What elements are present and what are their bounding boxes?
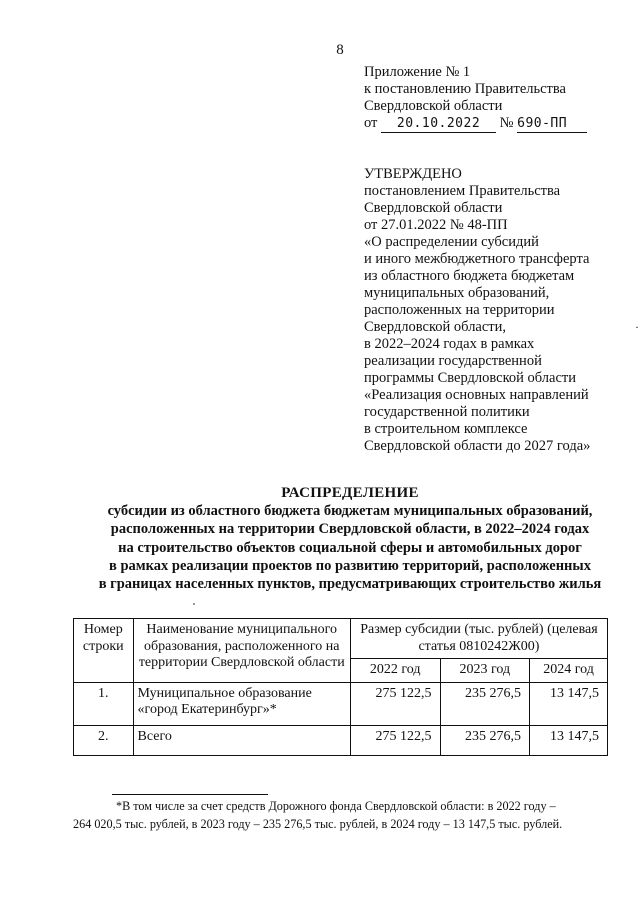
header-row-number: Номер строки — [74, 619, 134, 683]
approved-line: Свердловской области до 2027 года» — [364, 438, 591, 454]
row-value-2022: 275 122,5 — [350, 682, 440, 725]
appendix-line: к постановлению Правительства — [364, 81, 566, 97]
approved-line: Свердловской области, — [364, 319, 507, 335]
scan-dot — [193, 603, 195, 605]
approved-line: из областного бюджета бюджетам — [364, 268, 575, 284]
table-header-row — [74, 619, 608, 659]
distribution-table — [73, 618, 608, 756]
number-field — [517, 115, 587, 133]
approved-line: государственной политики — [364, 404, 530, 420]
header-year-2024: 2024 год — [530, 659, 608, 683]
title-line: в границах населенных пунктов, предусматривающих строительство жилья — [98, 576, 602, 593]
approved-line: программы Свердловской области — [364, 370, 577, 386]
footnote-line: 264 020,5 тыс. рублей, в 2023 году – 235 276,5 тыс. рублей, в 2024 году – 13 147,5 тыс. рублей. — [73, 817, 563, 831]
title-line: расположенных на территории Свердловской области, в 2022–2024 годах — [110, 521, 590, 538]
header-year-2022: 2022 год — [350, 659, 440, 683]
appendix-line: Приложение № 1 — [364, 64, 471, 80]
title-heading: РАСПРЕДЕЛЕНИЕ — [281, 485, 419, 501]
document-title — [60, 484, 640, 593]
footnote — [73, 797, 600, 833]
row-number: 2. — [74, 725, 134, 755]
row-value-2023: 235 276,5 — [440, 725, 530, 755]
table-row — [74, 682, 608, 725]
appendix-line: Свердловской области — [364, 98, 503, 114]
date-value: 20.10.2022 — [396, 116, 481, 131]
row-name: Всего — [133, 725, 350, 755]
approved-line: постановлением Правительства — [364, 183, 561, 199]
approved-line: реализации государственной — [364, 353, 542, 369]
approved-line: Свердловской области — [364, 200, 503, 216]
approved-line: и иного межбюджетного трансферта — [364, 251, 590, 267]
number-value: 690-ПП — [517, 116, 568, 131]
appendix-date-line — [364, 115, 624, 133]
header-name: Наименование муниципального образования, расположенного на территории Свердловской области — [133, 619, 350, 683]
header-subsidy: Размер субсидии (тыс. рублей) (целевая статья 0810242Ж00) — [350, 619, 607, 659]
row-value-2024: 13 147,5 — [530, 682, 608, 725]
table-row — [74, 725, 608, 755]
approved-block — [364, 166, 634, 455]
footnote-separator — [112, 794, 268, 795]
approved-line: в 2022–2024 годах в рамках — [364, 336, 535, 352]
row-name: Муниципальное образование «город Екатеринбург»* — [133, 682, 350, 725]
header-year-2023: 2023 год — [440, 659, 530, 683]
approved-line: муниципальных образований, — [364, 285, 550, 301]
row-value-2024: 13 147,5 — [530, 725, 608, 755]
margin-mark: · — [635, 320, 639, 334]
title-line: на строительство объектов социальной сферы и автомобильных дорог — [118, 539, 582, 556]
approved-line: расположенных на территории — [364, 302, 555, 318]
footnote-line: *В том числе за счет средств Дорожного фонда Свердловской области: в 2022 году – — [116, 799, 556, 813]
row-value-2023: 235 276,5 — [440, 682, 530, 725]
approved-line: «Реализация основных направлений — [364, 387, 589, 403]
appendix-block — [364, 64, 624, 133]
from-label: от — [364, 115, 378, 131]
approved-line: «О распределении субсидий — [364, 234, 539, 250]
approved-line: в строительном комплексе — [364, 421, 528, 437]
date-field — [381, 115, 496, 133]
approved-line: от 27.01.2022 № 48-ПП — [364, 217, 508, 233]
number-label: № — [499, 115, 514, 131]
approved-heading: УТВЕРЖДЕНО — [364, 166, 462, 182]
page-number: 8 — [336, 42, 344, 58]
title-line: субсидии из областного бюджета бюджетам муниципальных образований, — [107, 503, 593, 520]
title-line: в рамках реализации проектов по развитию территорий, расположенных — [109, 557, 591, 574]
row-number: 1. — [74, 682, 134, 725]
row-value-2022: 275 122,5 — [350, 725, 440, 755]
